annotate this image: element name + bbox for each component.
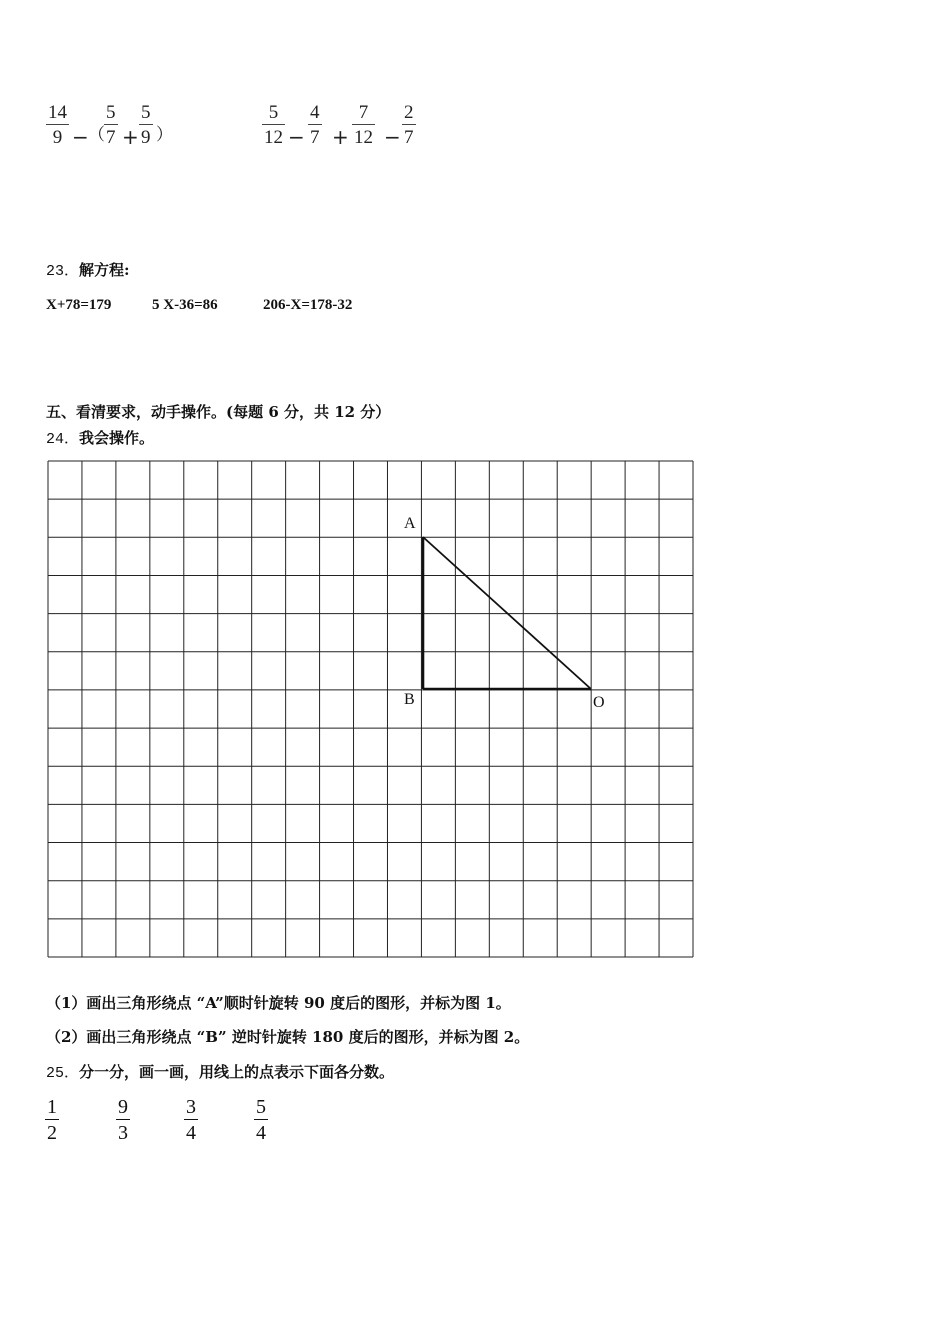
denominator: 12 <box>354 127 373 148</box>
numerator: 9 <box>118 1096 128 1118</box>
minus-sign: − <box>384 125 401 149</box>
numerator: 14 <box>48 102 67 123</box>
q24-task-1: （1）画出三角形绕点 “A”顺时针旋转 90 度后的图形，并标为图 1。 <box>46 994 511 1012</box>
right-paren: ） <box>156 125 173 145</box>
point-label-A: A <box>404 515 416 532</box>
question-number: 24． <box>46 431 80 448</box>
point-label-O: O <box>593 694 605 711</box>
fraction-5-4 <box>254 1097 268 1143</box>
equation-1: X+78=179 <box>46 297 112 313</box>
q25-title <box>46 1065 394 1081</box>
question-number: 23． <box>46 263 80 280</box>
fraction-1-2 <box>45 1097 59 1143</box>
minus-sign: − <box>288 125 305 149</box>
triangle-side-AO <box>423 537 591 689</box>
plus-sign: + <box>122 125 139 149</box>
numerator: 4 <box>310 102 320 123</box>
denominator: 12 <box>264 127 283 148</box>
question-title: 我会操作。 <box>79 429 155 447</box>
numerator: 5 <box>256 1096 266 1118</box>
numerator: 2 <box>404 102 414 123</box>
denominator: 4 <box>186 1122 196 1144</box>
numerator: 5 <box>268 102 279 123</box>
point-label-B: B <box>404 691 415 708</box>
plus-sign: + <box>332 125 349 149</box>
q24-task-2: （2）画出三角形绕点 “B” 逆时针旋转 180 度后的图形，并标为图 2。 <box>46 1028 530 1046</box>
section-heading: 五、看清要求，动手操作。(每题 6 分，共 12 分） <box>46 403 391 421</box>
denominator: 7 <box>310 127 320 148</box>
denominator: 3 <box>118 1122 128 1144</box>
numerator: 3 <box>186 1096 196 1118</box>
left-paren: （ <box>88 125 105 145</box>
minus-sign: − <box>72 125 89 149</box>
question-number: 25． <box>46 1065 80 1082</box>
equation-3: 206-X=178-32 <box>263 297 353 313</box>
numerator: 1 <box>47 1096 57 1118</box>
denominator: 2 <box>47 1122 57 1144</box>
denominator: 9 <box>141 127 151 148</box>
question-title: 分一分，画一画，用线上的点表示下面各分数。 <box>79 1063 395 1081</box>
denominator: 4 <box>256 1122 266 1144</box>
question-title: 解方程: <box>79 261 130 279</box>
denominator: 9 <box>52 127 63 148</box>
fraction-3-4 <box>184 1097 198 1143</box>
numerator: 5 <box>141 102 151 123</box>
numerator: 7 <box>358 102 369 123</box>
numerator: 5 <box>106 102 116 123</box>
denominator: 7 <box>106 127 116 148</box>
denominator: 7 <box>404 127 414 148</box>
fraction-9-3 <box>116 1097 130 1143</box>
triangle-ABO <box>423 537 591 689</box>
equation-2: 5 X-36=86 <box>152 297 218 313</box>
